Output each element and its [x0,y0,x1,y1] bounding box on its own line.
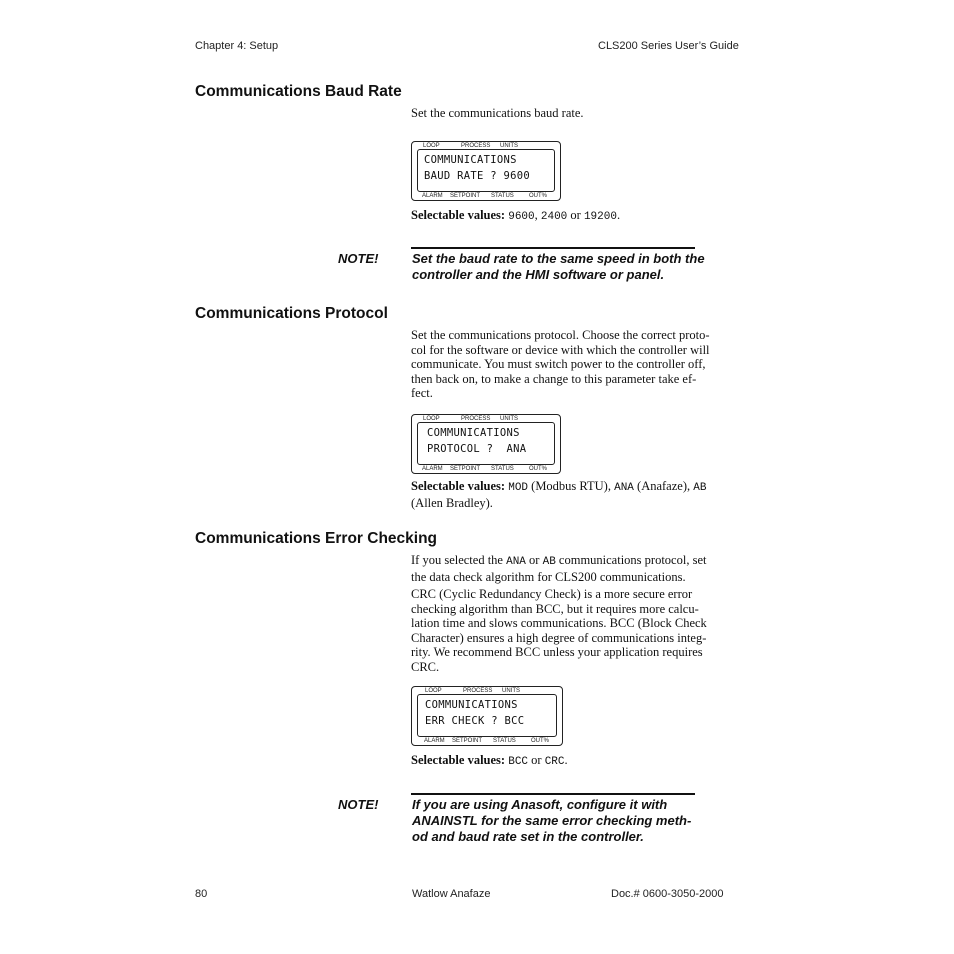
text-fragment: or [529,553,540,567]
running-header-title: CLS200 Series User’s Guide [598,40,739,52]
lcd-label-process: PROCESS [461,416,491,422]
lcd-screen [417,422,555,465]
lcd-line-1: COMMUNICATIONS [427,427,520,439]
text-fragment: If you selected the [411,553,503,567]
lcd-screen [417,149,555,192]
text-line: Character) ensures a high degree of communications integ- [411,630,707,645]
baud-selectable-values [411,208,741,225]
text-line: checking algorithm than BCC, but it requires more calcu- [411,601,699,616]
text-line: lation time and slows communications. BCC (Block Check [411,616,707,630]
note-rule [411,247,695,249]
lcd-label-alarm: ALARM [422,466,443,472]
lcd-label-loop: LOOP [423,143,440,149]
text-line: rity. We recommend BCC unless your application requires [411,645,703,659]
section-title-protocol: Communications Protocol [195,305,388,322]
text-fragment: communications protocol, set [558,553,707,567]
text-line: od and baud rate set in the controller. [412,829,644,844]
value-bcc: BCC [508,756,529,768]
text-line: CRC. [411,659,440,674]
lcd-label-setpoint: SETPOINT [450,193,481,199]
lcd-label-setpoint: SETPOINT [450,466,481,472]
lcd-label-status: STATUS [491,466,514,472]
text-line: col for the software or device with which the controller will [411,342,710,357]
protocol-intro [411,328,741,401]
error-description [411,587,741,674]
error-selectable-values [411,753,741,770]
text-line: ANAINSTL for the same error checking meth- [412,813,692,828]
protocol-selectable-values [411,479,741,510]
note-label: NOTE! [338,797,379,812]
value-9600: 9600 [508,211,535,223]
text-line: Set the communications protocol. Choose the correct proto- [411,328,710,342]
lcd-display-protocol [411,414,561,474]
note-label: NOTE! [338,251,379,266]
footer-company: Watlow Anafaze [412,888,491,900]
separator: , [534,208,538,222]
value-description: (Anafaze), [637,479,691,493]
separator-or: or [531,753,542,767]
text-line: CRC (Cyclic Redundancy Check) is a more secure error [411,587,693,601]
lcd-label-loop: LOOP [423,416,440,422]
page-number: 80 [195,888,208,900]
note-text-baud: Set the baud rate to the same speed in both the controller and the HMI software or panel. [412,251,705,282]
value-crc: CRC [544,756,565,768]
section-title-baud-rate: Communications Baud Rate [195,83,402,100]
lcd-screen [417,694,557,737]
running-header-chapter: Chapter 4: Setup [195,40,279,52]
section-title-error-checking: Communications Error Checking [195,530,438,547]
value-ana: ANA [614,482,634,494]
lcd-label-units: UNITS [500,143,518,149]
text-line: If you are using Anasoft, configure it with [412,797,668,812]
text-line: then back on, to make a change to this parameter take ef- [411,371,697,386]
value-2400: 2400 [540,211,568,223]
lcd-label-loop: LOOP [425,688,442,694]
baud-intro: Set the communications baud rate. [411,106,584,120]
selectable-values-label: Selectable values: [411,208,506,222]
value-ab: AB [693,482,707,494]
period: . [616,208,621,222]
separator-or: or [570,208,581,222]
text-line: communicate. You must switch power to the controller off, [411,357,706,371]
note-text-anasoft [412,797,712,845]
lcd-label-status: STATUS [491,193,514,199]
lcd-label-out: OUT% [529,193,547,199]
footer-doc-number: Doc.# 0600-3050-2000 [611,888,724,900]
selectable-values-label: Selectable values: [411,753,506,767]
lcd-label-process: PROCESS [463,688,493,694]
lcd-line-1: COMMUNICATIONS [425,699,518,711]
lcd-label-setpoint: SETPOINT [452,738,483,744]
lcd-line-2: BAUD RATE ? 9600 [424,170,530,182]
lcd-line-2: ERR CHECK ? BCC [425,715,525,727]
selectable-values-label: Selectable values: [411,479,506,493]
period: . [564,753,568,767]
lcd-label-units: UNITS [502,688,520,694]
error-intro [411,553,741,584]
value-ab: AB [542,556,556,568]
lcd-label-units: UNITS [500,416,518,422]
lcd-label-alarm: ALARM [424,738,445,744]
lcd-label-alarm: ALARM [422,193,443,199]
note-rule [411,793,695,795]
lcd-label-out: OUT% [529,466,547,472]
lcd-line-1: COMMUNICATIONS [424,154,517,166]
value-mod: MOD [508,482,529,494]
lcd-label-process: PROCESS [461,143,491,149]
lcd-display-error-check [411,686,563,746]
lcd-line-2: PROTOCOL ? ANA [427,443,527,455]
value-description: (Modbus RTU), [531,479,611,493]
lcd-label-status: STATUS [493,738,516,744]
lcd-label-out: OUT% [531,738,549,744]
lcd-display-baud-rate [411,141,561,201]
value-19200: 19200 [583,211,617,223]
text-line: fect. [411,386,433,400]
value-ana: ANA [506,556,526,568]
value-description: (Allen Bradley). [411,495,493,510]
text-line: the data check algorithm for CLS200 communications. [411,569,686,584]
